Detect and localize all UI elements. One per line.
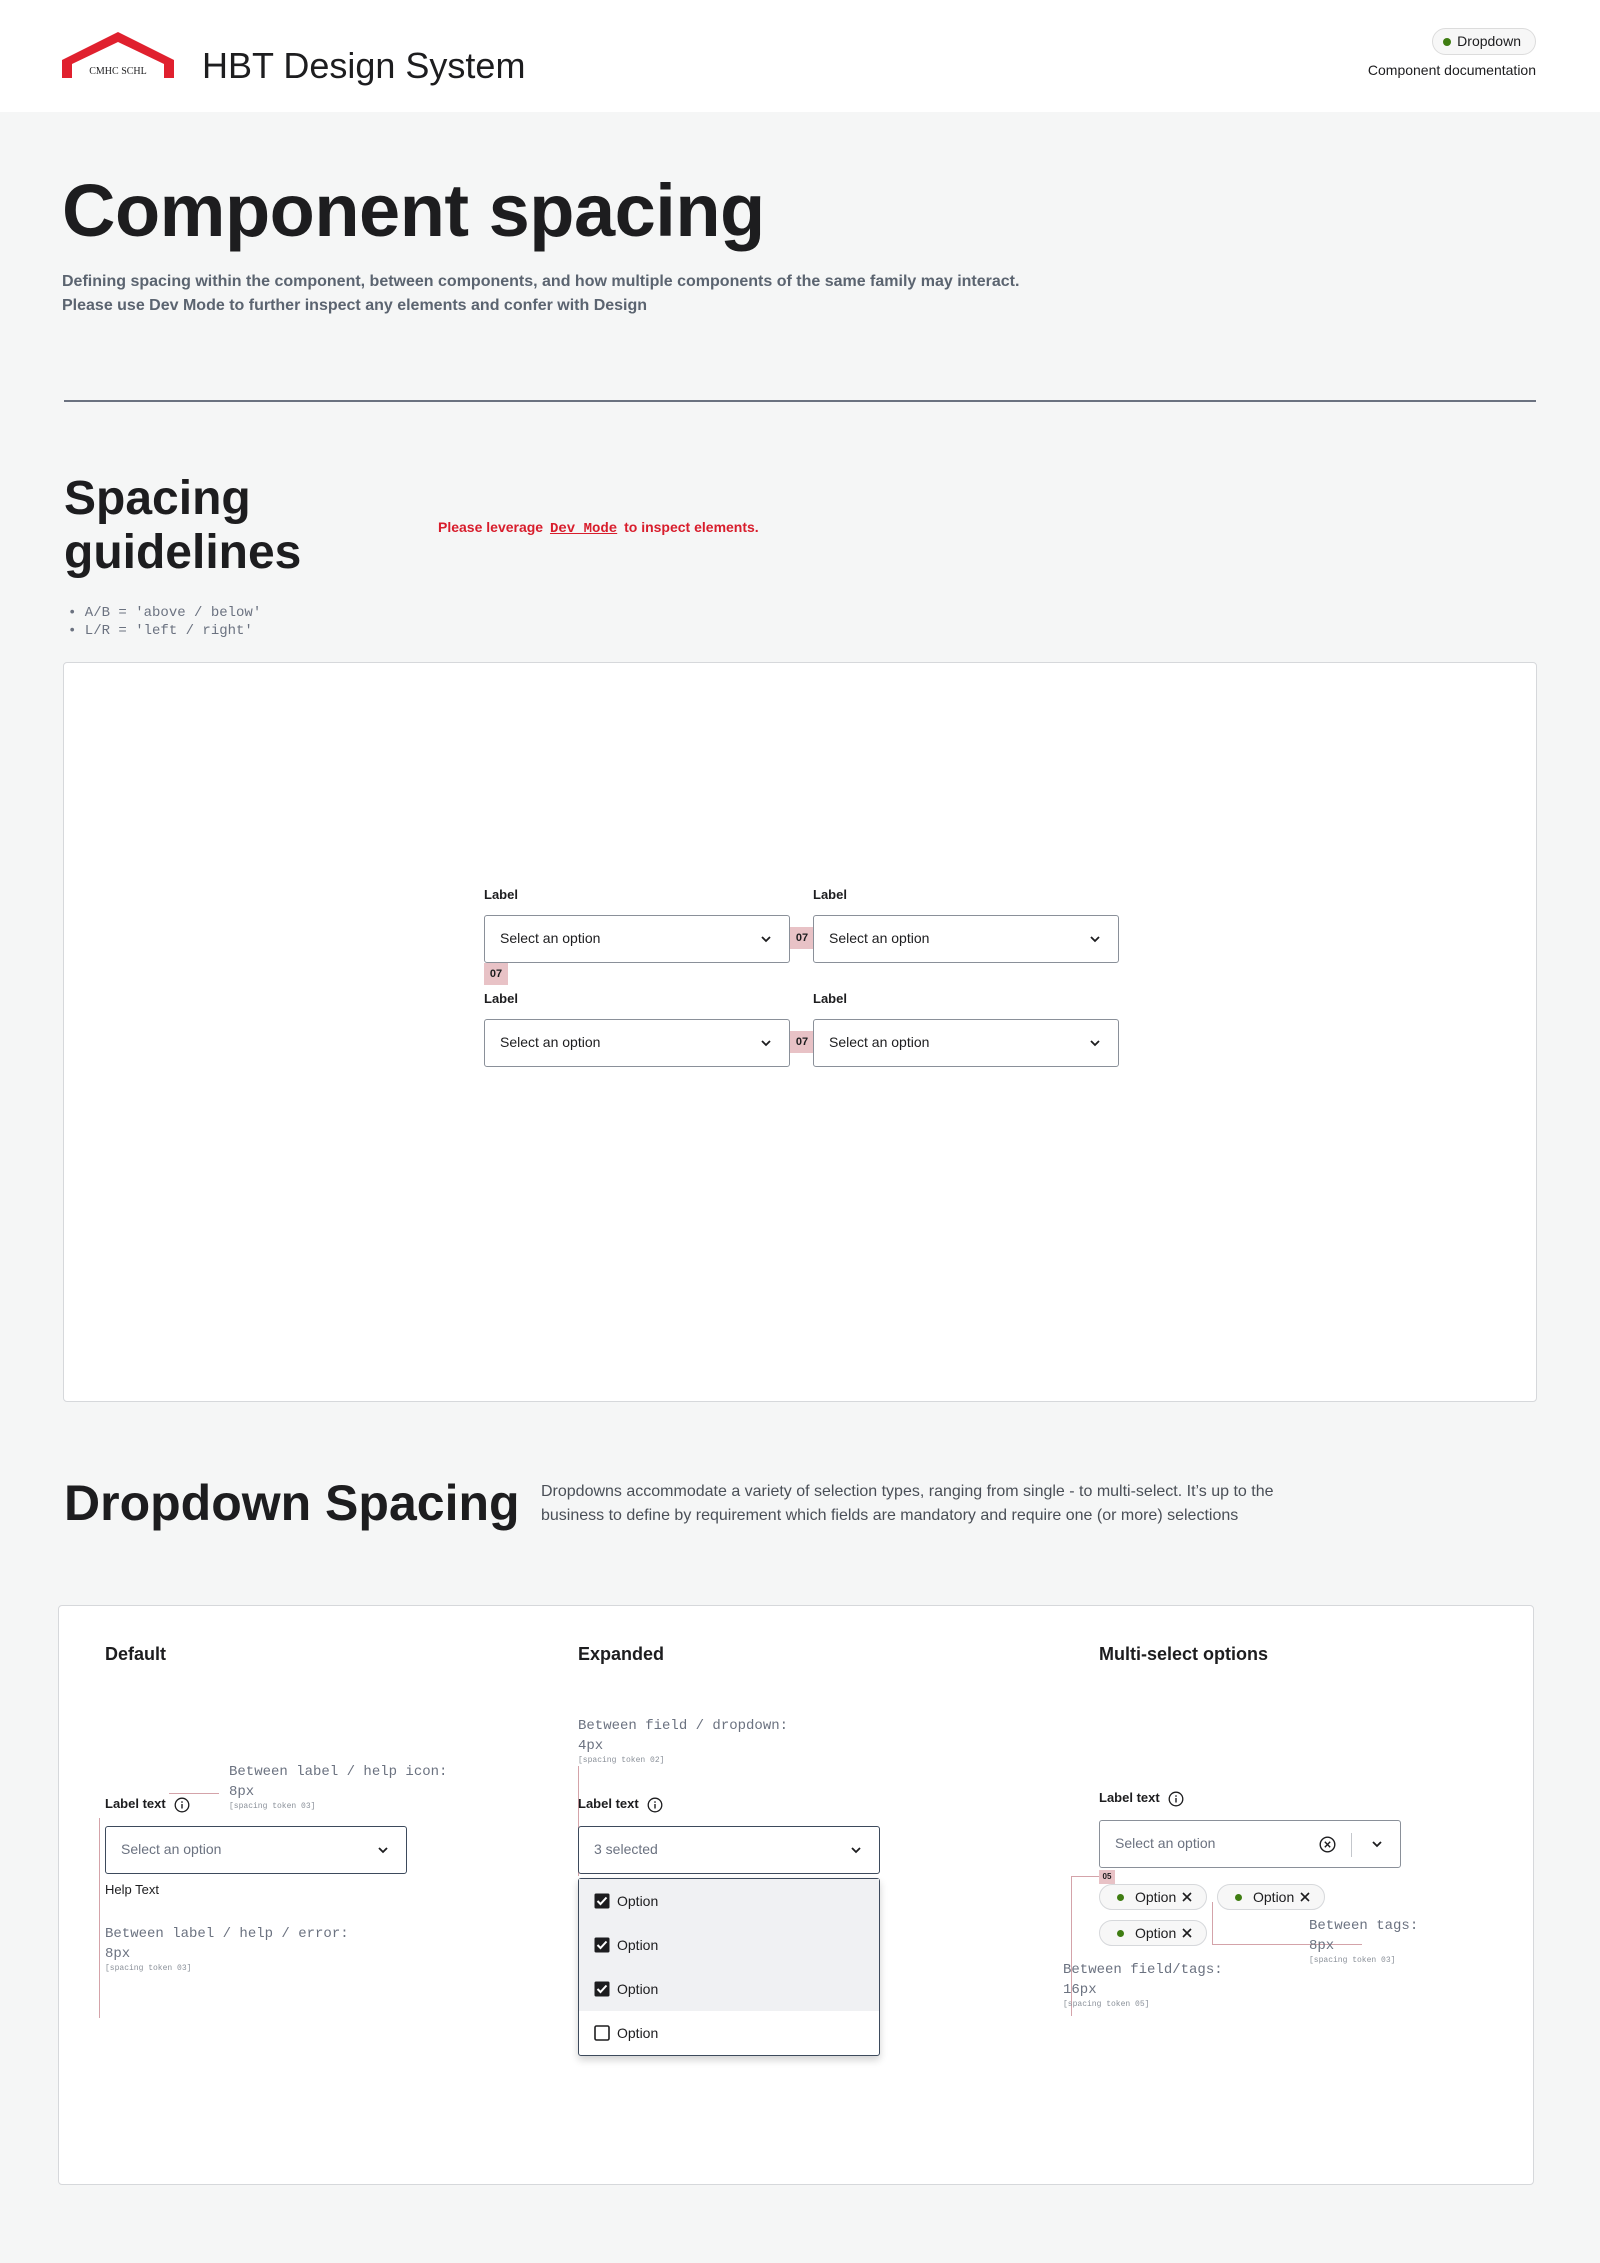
menu-option[interactable] xyxy=(579,1967,879,2011)
annotation-field-dropdown xyxy=(578,1716,788,1766)
annotation-label-help-icon xyxy=(229,1762,447,1812)
info-icon[interactable] xyxy=(1168,1791,1184,1807)
checkbox-unchecked-icon[interactable] xyxy=(594,2025,610,2041)
chevron-down-icon xyxy=(1088,932,1102,946)
annotation-connector xyxy=(1212,1902,1213,1944)
annotation-token: [spacing token 03] xyxy=(105,1964,192,1973)
checkbox-checked-icon[interactable] xyxy=(594,1937,610,1953)
dropdown-spacing-description: Dropdowns accommodate a variety of selection types, ranging from single - to multi-select. It’s up to the business to define by requirement which fields are mandatory and require one (or more) selections xyxy=(541,1483,1274,1524)
status-dot-icon xyxy=(1235,1894,1242,1901)
expanded-column-title: Expanded xyxy=(578,1644,665,1664)
dropdown-field[interactable] xyxy=(813,915,1119,963)
selected-tag[interactable] xyxy=(1099,1920,1207,1946)
dev-mode-link[interactable]: Dev Mode xyxy=(549,521,618,537)
annotation-text: Between tags: xyxy=(1309,1918,1419,1934)
annotation-value: 8px xyxy=(105,1946,131,1962)
annotation-text: Between label / help / error: xyxy=(105,1926,349,1942)
field-label: Label text xyxy=(578,1796,639,1811)
dropdown-field[interactable] xyxy=(105,1826,407,1874)
dev-mode-note xyxy=(438,519,759,537)
annotation-connector xyxy=(99,1818,100,2018)
dropdown-menu xyxy=(578,1878,880,2056)
chevron-down-icon xyxy=(376,1843,390,1857)
chevron-down-icon xyxy=(849,1843,863,1857)
spacing-token-badge: 07 xyxy=(484,963,508,985)
info-icon[interactable] xyxy=(647,1797,663,1813)
dropdown-placeholder: Select an option xyxy=(829,1034,930,1050)
header-bar xyxy=(0,0,1600,112)
annotation-connector xyxy=(1071,1876,1099,1877)
annotation-value: 8px xyxy=(1309,1938,1335,1954)
field-label: Label xyxy=(484,991,518,1006)
dropdown-value: 3 selected xyxy=(594,1841,658,1857)
page-title: Component spacing xyxy=(62,169,765,252)
page-subtitle xyxy=(62,270,1062,318)
menu-option[interactable] xyxy=(579,2011,879,2055)
brand-title: HBT Design System xyxy=(202,45,526,86)
note-text-after: to inspect elements. xyxy=(624,519,759,535)
annotation-connector xyxy=(169,1793,219,1794)
note-text-before: Please leverage xyxy=(438,519,544,535)
remove-tag-icon[interactable] xyxy=(1182,1928,1192,1938)
menu-option-label: Option xyxy=(617,1893,659,1909)
status-dot-icon xyxy=(1117,1894,1124,1901)
subtitle-line-1: Defining spacing within the component, between components, and how multiple components of the same family may interact. xyxy=(62,273,1020,290)
annotation-text: Between field/tags: xyxy=(1063,1962,1223,1978)
dropdown-placeholder: Select an option xyxy=(500,1034,601,1050)
chevron-down-icon xyxy=(759,932,773,946)
multi-select-field[interactable] xyxy=(1099,1820,1401,1868)
dropdown-placeholder: Select an option xyxy=(829,930,930,946)
component-badge xyxy=(1432,28,1536,55)
dropdown-field[interactable] xyxy=(813,1019,1119,1067)
dropdown-field[interactable] xyxy=(578,1826,880,1874)
tag-label: Option xyxy=(1135,1925,1177,1941)
dropdown-spacing-title: Dropdown Spacing xyxy=(64,1475,520,1531)
spacing-grid-panel xyxy=(63,662,1537,1402)
annotation-value: 16px xyxy=(1063,1982,1097,1998)
dropdown-field[interactable] xyxy=(484,915,790,963)
remove-tag-icon[interactable] xyxy=(1300,1892,1310,1902)
menu-option[interactable] xyxy=(579,1923,879,1967)
annotation-field-tags xyxy=(1063,1960,1223,2010)
annotation-value: 8px xyxy=(229,1784,255,1800)
multi-select-column-title: Multi-select options xyxy=(1099,1644,1269,1664)
dropdown-placeholder: Select an option xyxy=(121,1841,222,1857)
annotation-value: 4px xyxy=(578,1738,604,1754)
tag-label: Option xyxy=(1135,1889,1177,1905)
annotation-text: Between label / help icon: xyxy=(229,1764,448,1780)
chevron-down-icon[interactable] xyxy=(1370,1837,1384,1851)
menu-option[interactable] xyxy=(579,1879,879,1923)
field-label: Label xyxy=(484,887,518,902)
dropdown-placeholder: Select an option xyxy=(500,930,601,946)
subtitle-line-2: Please use Dev Mode to further inspect any elements and confer with Design xyxy=(62,297,648,314)
menu-option-label: Option xyxy=(617,2025,659,2041)
menu-option-label: Option xyxy=(617,1937,659,1953)
annotation-token: [spacing token 03] xyxy=(229,1802,316,1811)
field-label: Label xyxy=(813,991,847,1006)
annotation-label-help-error xyxy=(105,1924,349,1974)
annotation-token: [spacing token 02] xyxy=(578,1756,665,1765)
cmhc-logo[interactable] xyxy=(62,30,174,82)
legend xyxy=(68,604,261,640)
remove-tag-icon[interactable] xyxy=(1182,1892,1192,1902)
annotation-text: Between field / dropdown: xyxy=(578,1718,789,1734)
dropdown-field[interactable] xyxy=(484,1019,790,1067)
chevron-down-icon xyxy=(759,1036,773,1050)
status-dot-icon xyxy=(1117,1930,1124,1937)
selected-tag[interactable] xyxy=(1217,1884,1325,1910)
spacing-token-badge: 07 xyxy=(790,927,814,949)
legend-item: • L/R = 'left / right' xyxy=(68,623,253,639)
chevron-down-icon xyxy=(1088,1036,1102,1050)
clear-circle-icon[interactable] xyxy=(1319,1836,1336,1853)
spacing-token-badge: 07 xyxy=(790,1031,814,1053)
legend-item: • A/B = 'above / below' xyxy=(68,605,262,621)
checkbox-checked-icon[interactable] xyxy=(594,1981,610,1997)
section-divider xyxy=(64,400,1536,402)
annotation-token: [spacing token 03] xyxy=(1309,1956,1396,1965)
field-divider xyxy=(1351,1833,1352,1857)
dropdown-spacing-panel xyxy=(58,1605,1534,2185)
annotation-between-tags xyxy=(1309,1916,1418,1966)
tag-label: Option xyxy=(1253,1889,1295,1905)
logo-text: CMHC SCHL xyxy=(89,66,147,77)
status-dot-icon xyxy=(1443,38,1451,46)
spacing-token-badge: 05 xyxy=(1099,1870,1115,1884)
field-label: Label xyxy=(813,887,847,902)
guidelines-title: Spacing guidelines xyxy=(64,472,302,579)
menu-option-label: Option xyxy=(617,1981,659,1997)
badge-label: Dropdown xyxy=(1457,33,1521,49)
doc-label: Component documentation xyxy=(1367,62,1536,78)
field-label: Label text xyxy=(105,1796,166,1811)
annotation-token: [spacing token 05] xyxy=(1063,2000,1150,2009)
selected-tag[interactable] xyxy=(1099,1884,1207,1910)
help-text: Help Text xyxy=(105,1882,159,1897)
info-icon[interactable] xyxy=(174,1797,190,1813)
dropdown-placeholder: Select an option xyxy=(1115,1835,1216,1851)
field-label: Label text xyxy=(1099,1790,1160,1805)
default-column-title: Default xyxy=(105,1644,167,1664)
checkbox-checked-icon[interactable] xyxy=(594,1893,610,1909)
